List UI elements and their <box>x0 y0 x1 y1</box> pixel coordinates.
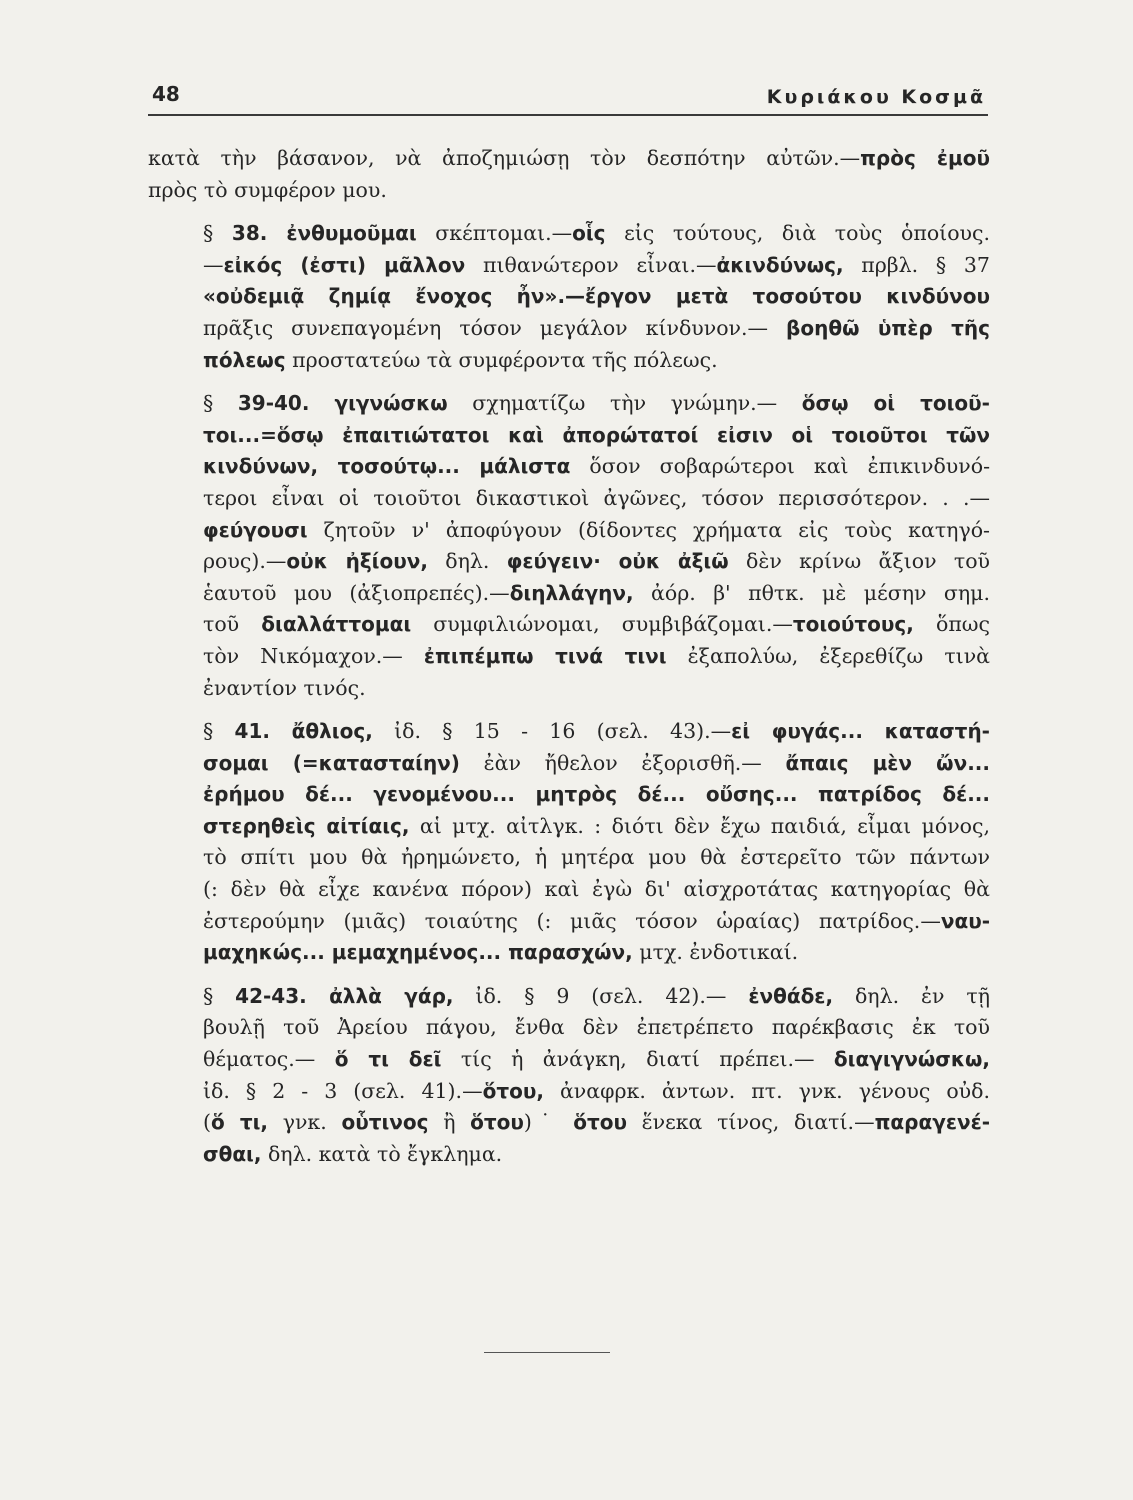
text-line <box>148 483 990 515</box>
lemma-term: «οὐδεμιᾷ ζημίᾳ ἔνοχος ἦν».—ἔργον μετὰ τοσούτου κινδύνου <box>203 284 990 309</box>
gloss-text: αἱ μτχ. αἰτλγκ. : διότι δὲν ἔχω παιδιά, εἶμαι μόνος, <box>409 813 990 838</box>
lemma-term: ὅτου, <box>482 1078 544 1103</box>
gloss-text: γνκ. <box>268 1110 342 1135</box>
lemma-term: ναυ- <box>940 908 990 933</box>
gloss-text: τίς ἡ ἀνάγκη, διατί πρέπει.— <box>441 1047 834 1072</box>
gloss-text: πρᾶξις συνεπαγομένη τόσον μεγάλον κίνδυνον.— <box>203 315 787 340</box>
lemma-term: ὅτου <box>573 1110 627 1135</box>
text-line <box>148 250 990 282</box>
gloss-text: θέματος.— <box>203 1047 335 1072</box>
text-line <box>148 779 990 811</box>
text-line <box>148 842 990 874</box>
text-line <box>148 1139 990 1171</box>
gloss-text: § <box>203 983 236 1008</box>
lemma-term: κινδύνων, τοσούτῳ... μάλιστα <box>203 454 571 479</box>
text-line <box>148 515 990 547</box>
lemma-term: 41. ἄθλιος, <box>234 719 373 744</box>
lemma-term: ἐπιπέμπω τινά τινι <box>423 643 667 668</box>
text-line <box>148 175 990 207</box>
text-line <box>148 451 990 483</box>
text-line <box>148 313 990 345</box>
gloss-text: κατὰ τὴν βάσανον, νὰ ἀποζημιώσῃ τὸν δεσπότην αὐτῶν.— <box>148 146 861 170</box>
text-line <box>148 1044 990 1076</box>
gloss-text: ἰδ. § 15 - 16 (σελ. 43).— <box>372 719 732 744</box>
text-line <box>148 281 990 313</box>
lemma-term: 38. ἐνθυμοῦμαι <box>231 221 417 246</box>
lemma-term: εἰκός (ἐστι) μᾶλλον <box>223 252 466 277</box>
lemma-term: πόλεως <box>203 347 286 372</box>
gloss-text: § <box>203 221 232 246</box>
gloss-text: δηλ. <box>427 549 507 574</box>
lemma-term: διηλλάγην, <box>509 580 634 605</box>
lemma-term: διαλλάττομαι <box>261 612 412 637</box>
gloss-text: ἀόρ. β' πθτκ. μὲ μέσην σημ. <box>633 580 990 605</box>
gloss-text: συμφιλιώνομαι, συμβιβάζομαι.— <box>411 612 793 637</box>
paragraph-intro <box>148 143 990 206</box>
footer-rule <box>484 1352 610 1353</box>
gloss-text: ἐστερούμην (μιᾶς) τοιαύτης (: μιᾶς τόσον ὡραίας) πατρίδος.— <box>203 908 941 933</box>
paragraph-section-42-43 <box>148 981 990 1171</box>
lemma-term: τοι...=ὅσῳ ἐπαιτιώτατοι καὶ ἀπορώτατοί εἰσιν οἱ τοιοῦτοι τῶν <box>203 422 990 447</box>
gloss-text: τὸ σπίτι μου θὰ ἠρημώνετο, ἡ μητέρα μου θὰ ἐστερεῖτο τῶν πάντων <box>203 845 990 870</box>
lemma-term: ἐνθάδε, <box>748 983 834 1008</box>
gloss-text: ( <box>203 1110 211 1135</box>
gloss-text: δηλ. κατὰ τὸ ἔγκλημα. <box>261 1141 503 1166</box>
paragraph-section-39-40 <box>148 388 990 704</box>
text-line <box>148 1012 990 1044</box>
gloss-text: ἢ <box>428 1110 471 1135</box>
lemma-term: σομαι (=κατασταίην) <box>203 750 460 775</box>
text-line <box>148 1076 990 1108</box>
lemma-term: παραγενέ- <box>874 1110 991 1135</box>
gloss-text: εἰς τούτους, διὰ τοὺς ὁποίους. <box>605 221 991 246</box>
lemma-term: οὐκ ἠξίουν, <box>286 549 428 574</box>
lemma-term: ἀκινδύνως, <box>716 252 844 277</box>
gloss-text: — <box>203 252 224 277</box>
gloss-text: )˙ <box>523 1110 574 1135</box>
gloss-text: ὅπως <box>913 612 991 637</box>
text-line <box>148 578 990 610</box>
gloss-text: τὸν Νικόμαχον.— <box>203 643 424 668</box>
gloss-text: ἀναφρκ. ἀντων. πτ. γνκ. γένους οὐδ. <box>543 1078 991 1103</box>
gloss-text: προστατεύω τὰ συμφέροντα τῆς πόλεως. <box>285 347 718 372</box>
gloss-text: ὅσον σοβαρώτεροι καὶ ἐπικινδυνό- <box>570 454 991 479</box>
lemma-term: πρὸς ἐμοῦ <box>860 146 990 170</box>
gloss-text: ἐναντίον τινός. <box>203 675 366 700</box>
text-line <box>148 1107 990 1139</box>
gloss-text: πρβλ. § 37 <box>843 252 990 277</box>
text-line <box>148 345 990 377</box>
lemma-term: οὗτινος <box>341 1110 429 1135</box>
lemma-term: ὅ τι, <box>211 1110 269 1135</box>
gloss-text: πιθανώτερον εἶναι.— <box>465 252 717 277</box>
gloss-text: ἐὰν ἤθελον ἐξορισθῆ.— <box>459 750 786 775</box>
lemma-term: σθαι, <box>203 1141 262 1166</box>
text-line <box>148 716 990 748</box>
text-line <box>148 673 990 705</box>
lemma-term: φεύγουσι <box>203 517 308 542</box>
page-number: 48 <box>152 82 180 106</box>
lemma-term: στερηθεὶς αἰτίαις, <box>203 813 410 838</box>
gloss-text: § <box>203 719 235 744</box>
text-line <box>148 218 990 250</box>
lemma-term: φεύγειν· οὐκ ἀξιῶ <box>506 549 729 574</box>
gloss-text: (: δὲν θὰ εἶχε κανένα πόρον) καὶ ἐγὼ δι' αἰσχροτάτας κατηγορίας θὰ <box>203 877 990 902</box>
text-line <box>148 811 990 843</box>
gloss-text: δηλ. ἐν τῇ <box>833 983 990 1008</box>
lemma-term: 42-43. ἀλλὰ γάρ, <box>235 983 454 1008</box>
text-line <box>148 748 990 780</box>
lemma-term: τοιούτους, <box>792 612 914 637</box>
lemma-term: ὅτου <box>470 1110 524 1135</box>
gloss-text: ἐξαπολύω, ἐξερεθίζω τινὰ <box>666 643 991 668</box>
lemma-term: ἐρήμου δέ... γενομένου... μητρὸς δέ... οὔσης... πατρίδος δέ... <box>203 782 990 807</box>
gloss-text: § <box>203 391 238 416</box>
gloss-text: ρους).— <box>203 549 287 574</box>
gloss-text: τεροι εἶναι οἱ τοιοῦτοι δικαστικοὶ ἀγῶνες, τόσον περισσότερον. . .— <box>203 485 990 510</box>
text-line <box>148 906 990 938</box>
page-header <box>148 78 988 116</box>
gloss-text: ἰδ. § 2 - 3 (σελ. 41).— <box>203 1078 483 1103</box>
lemma-term: διαγιγνώσκω, <box>833 1047 991 1072</box>
commentary-body <box>148 143 990 1170</box>
text-line <box>148 937 990 969</box>
text-line <box>148 874 990 906</box>
lemma-term: ἄπαις μὲν ὤν... <box>785 750 990 775</box>
lemma-term: ὅσῳ οἱ τοιοῦ- <box>801 391 990 416</box>
text-line <box>148 388 990 420</box>
gloss-text: σκέπτομαι.— <box>416 221 573 246</box>
lemma-term: μαχηκώς... μεμαχημένος... παρασχών, <box>203 940 633 965</box>
gloss-text: ἰδ. § 9 (σελ. 42).— <box>453 983 749 1008</box>
lemma-term: 39-40. γιγνώσκω <box>237 391 448 416</box>
gloss-text: τοῦ <box>203 612 262 637</box>
text-line <box>148 420 990 452</box>
lemma-term: βοηθῶ ὑπὲρ τῆς <box>786 315 990 340</box>
text-line <box>148 546 990 578</box>
text-line <box>148 641 990 673</box>
gloss-text: ἑαυτοῦ μου (ἀξιοπρεπές).— <box>203 580 510 605</box>
paragraph-section-38 <box>148 218 990 376</box>
gloss-text: πρὸς τὸ συμφέρον μου. <box>148 177 387 202</box>
gloss-text: ζητοῦν ν' ἀποφύγουν (δίδοντες χρήματα εἰς τοὺς κατηγό- <box>307 517 990 542</box>
gloss-text: βουλῇ τοῦ Ἀρείου πάγου, ἔνθα δὲν ἐπετρέπετο παρέκβασις ἐκ τοῦ <box>203 1015 990 1040</box>
paragraph-section-41 <box>148 716 990 969</box>
gloss-text: σχηματίζω τὴν γνώμην.— <box>447 391 802 416</box>
text-line <box>148 981 990 1013</box>
text-line <box>148 609 990 641</box>
lemma-term: εἰ φυγάς... καταστή- <box>731 719 990 744</box>
lemma-term: ὅ τι δεῖ <box>334 1047 442 1072</box>
running-head: Κυριάκου Κοσμᾶ <box>766 86 986 108</box>
text-line <box>148 143 990 175</box>
lemma-term: οἷς <box>572 221 606 246</box>
gloss-text: δὲν κρίνω ἄξιον τοῦ <box>728 549 991 574</box>
gloss-text: ἕνεκα τίνος, διατί.— <box>626 1110 875 1135</box>
gloss-text: μτχ. ἐνδοτικαί. <box>632 940 799 965</box>
